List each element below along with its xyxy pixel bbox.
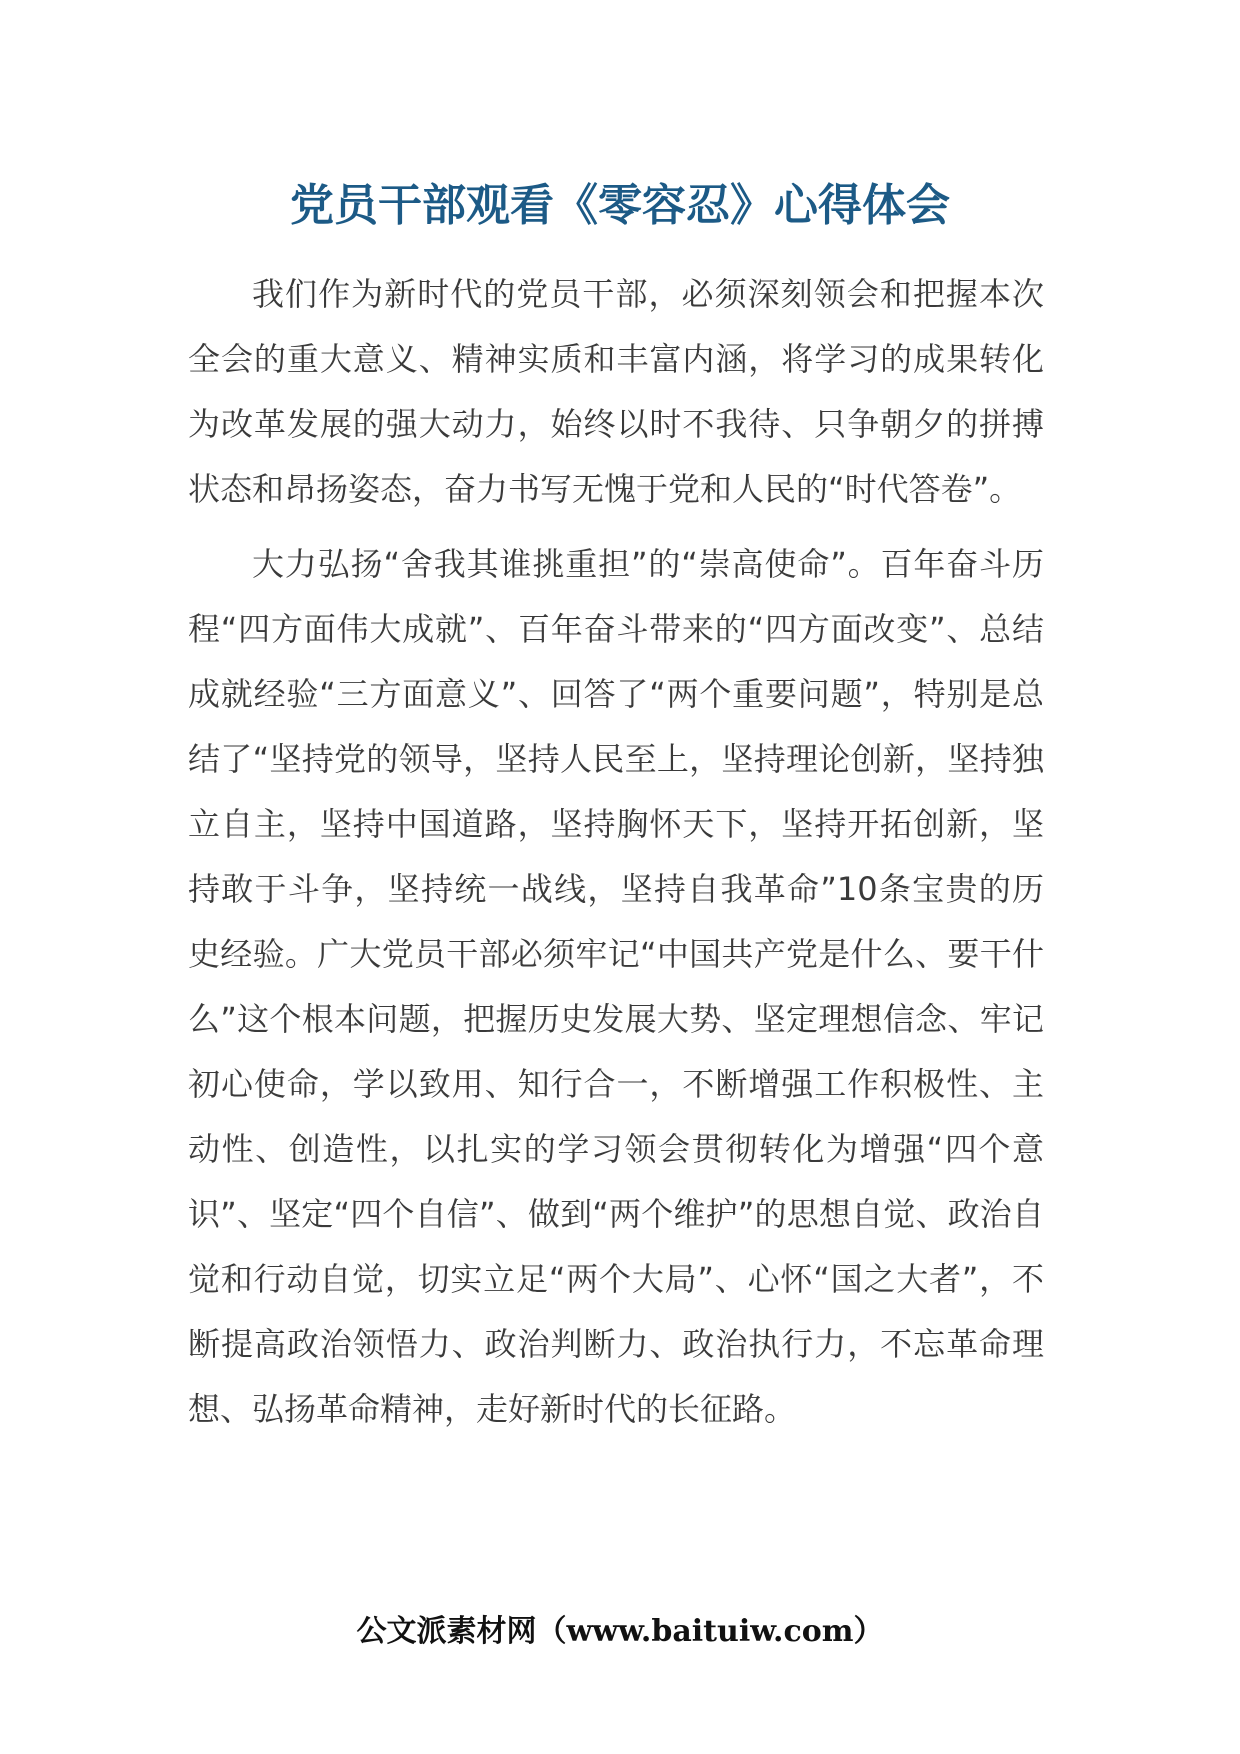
paragraph-2: 大力弘扬“舍我其谁挑重担”的“崇高使命”。百年奋斗历程“四方面伟大成就”、百年奋斗带来的“四方面改变”、总结成就经验“三方面意义”、回答了“两个重要问题”，特别是总结了“坚持党的领导，坚持人民至上，坚持理论创新，坚持独立自主，坚持中国道路，坚持胸怀天下，坚持开拓创新，坚持敢于斗争，坚持统一战线，坚持自我革命”10条宝贵的历史经验。广大党员干部必须牢记“中国共产党是什么、要干什么”这个根本问题，把握历史发展大势、坚定理想信念、牢记初心使命，学以致用、知行合一，不断增强工作积极性、主动性、创造性，以扎实的学习领会贯彻转化为增强“四个意识”、坚定“四个自信”、做到“两个维护”的思想自觉、政治自觉和行动自觉，切实立足“两个大局”、心怀“国之大者”，不断提高政治领悟力、政治判断力、政治执行力，不忘革命理想、弘扬革命精神，走好新时代的长征路。: [188, 545, 1044, 1428]
paragraph-1: 我们作为新时代的党员干部，必须深刻领会和把握本次全会的重大意义、精神实质和丰富内涵，将学习的成果转化为改革发展的强大动力，始终以时不我待、只争朝夕的拼搏状态和昂扬姿态，奋力书写无愧于党和人民的“时代答卷”。: [188, 275, 1044, 508]
document-body: [188, 262, 1044, 1442]
footer-source: 公文派素材网（www.baituiw.com）: [356, 1614, 884, 1649]
document-title: 党员干部观看《零容忍》心得体会: [290, 180, 950, 231]
